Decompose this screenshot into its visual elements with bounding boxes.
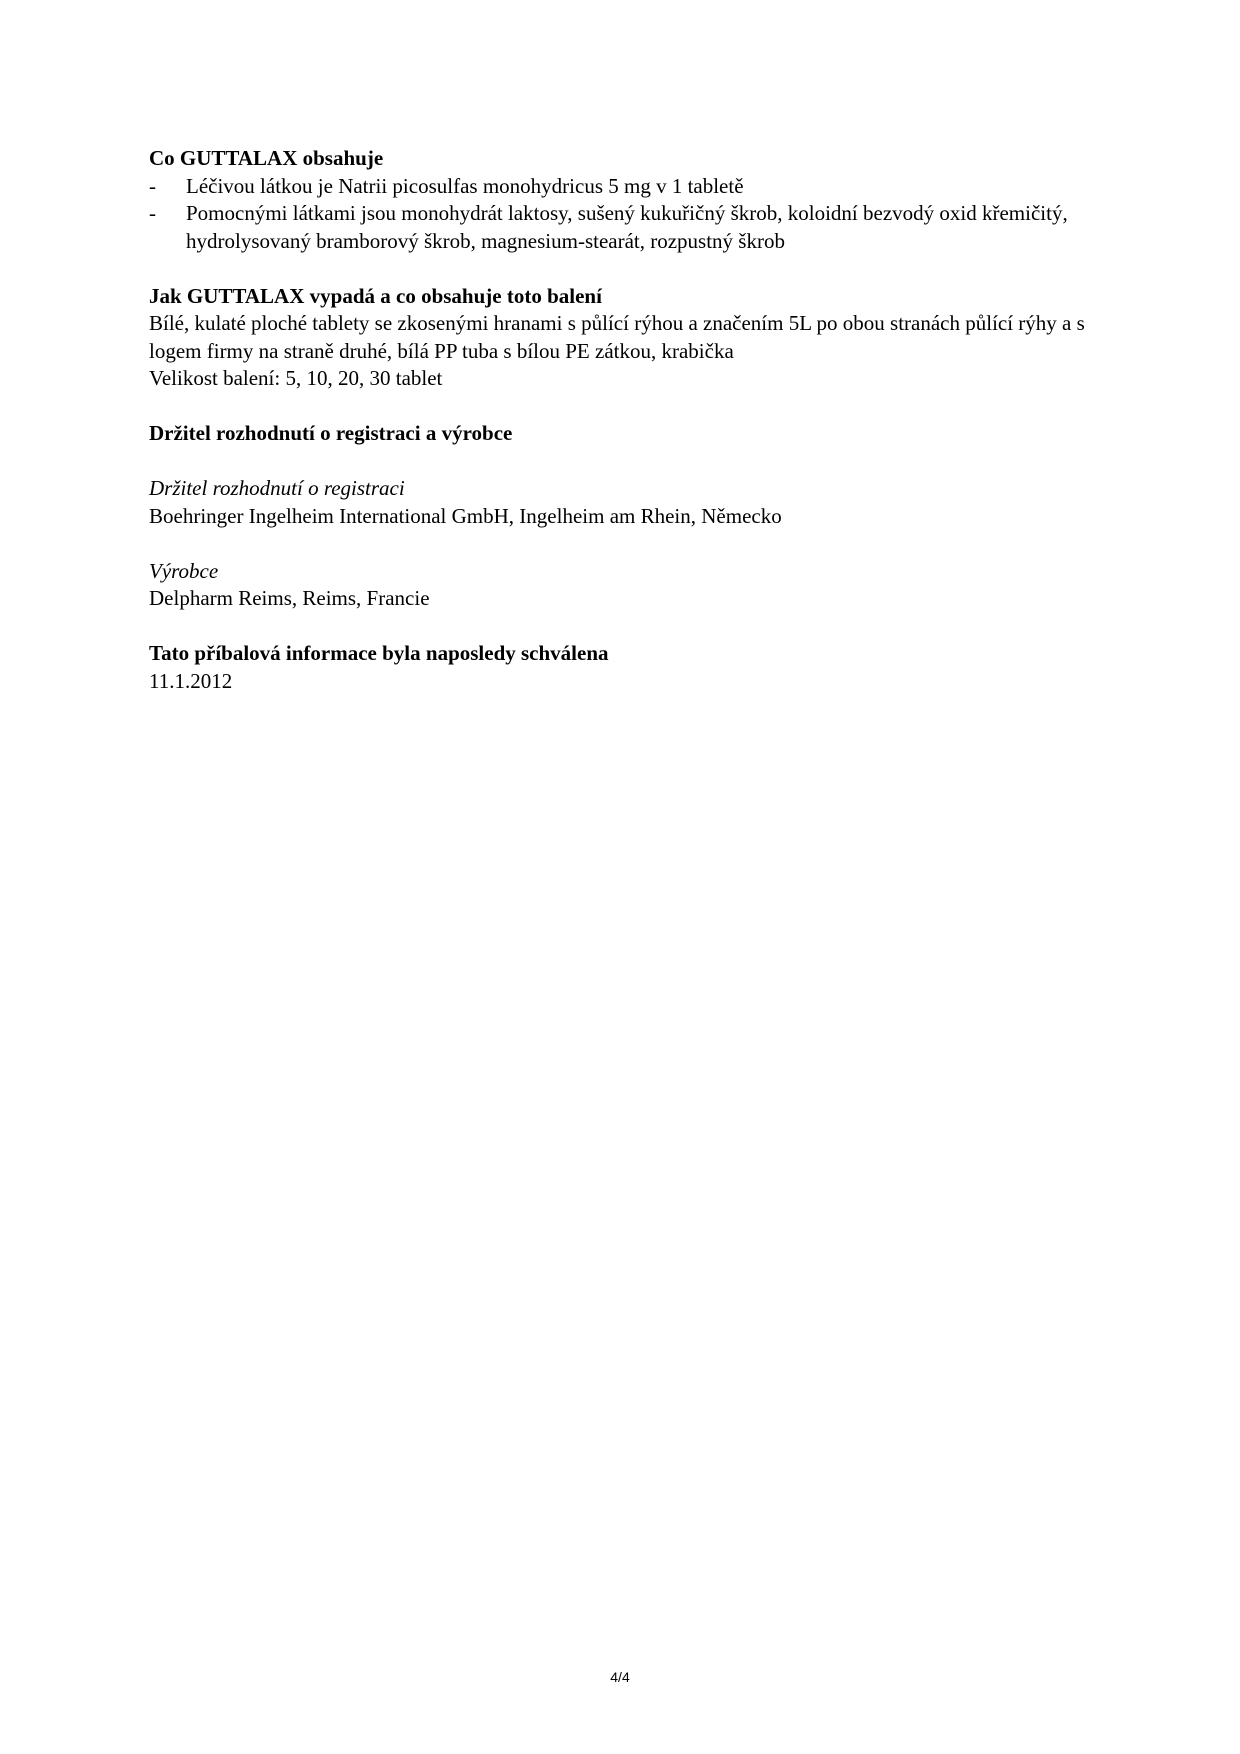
section-approval-date <box>149 640 1099 695</box>
dash-bullet: - <box>149 201 156 225</box>
section-holder-manufacturer <box>149 420 1099 448</box>
section-appearance <box>149 283 1099 393</box>
list-item <box>149 173 1099 201</box>
section-heading: Tato příbalová informace byla naposledy schválena <box>149 641 609 665</box>
dash-bullet: - <box>149 173 156 198</box>
manufacturer-text: Delpharm Reims, Reims, Francie <box>149 586 430 610</box>
ingredients-list <box>149 173 1099 256</box>
section-heading: Držitel rozhodnutí o registraci a výrobce <box>149 421 513 445</box>
section-ingredients <box>149 145 1099 255</box>
page-number: 4/4 <box>610 1669 630 1685</box>
document-body <box>149 145 1099 723</box>
registration-holder-text: Boehringer Ingelheim International GmbH, Ingelheim am Rhein, Německo <box>149 503 782 528</box>
section-manufacturer <box>149 558 1099 613</box>
subsection-heading: Držitel rozhodnutí o registraci <box>149 476 405 500</box>
list-item <box>149 200 1099 255</box>
approval-date-text: 11.1.2012 <box>149 668 233 693</box>
appearance-text: Bílé, kulaté ploché tablety se zkosenými hranami s půlící rýhou a značením 5L po obou stranách půlící rýhy a s logem firmy na straně druhé, bílá PP tuba s bílou PE zátkou, krabička <box>149 311 1085 363</box>
subsection-heading: Výrobce <box>149 558 219 583</box>
package-size-text: Velikost balení: 5, 10, 20, 30 tablet <box>149 366 443 390</box>
list-item-text: Pomocnými látkami jsou monohydrát laktosy, sušený kukuřičný škrob, koloidní bezvodý oxid křemičitý, hydrolysovaný bramborový škrob, magnesium-stearát, rozpustný škrob <box>186 201 1068 253</box>
section-heading: Co GUTTALAX obsahuje <box>149 146 384 170</box>
section-registration-holder <box>149 475 1099 530</box>
list-item-text: Léčivou látkou je Natrii picosulfas monohydricus 5 mg v 1 tabletě <box>186 173 744 198</box>
section-heading: Jak GUTTALAX vypadá a co obsahuje toto balení <box>149 283 602 308</box>
